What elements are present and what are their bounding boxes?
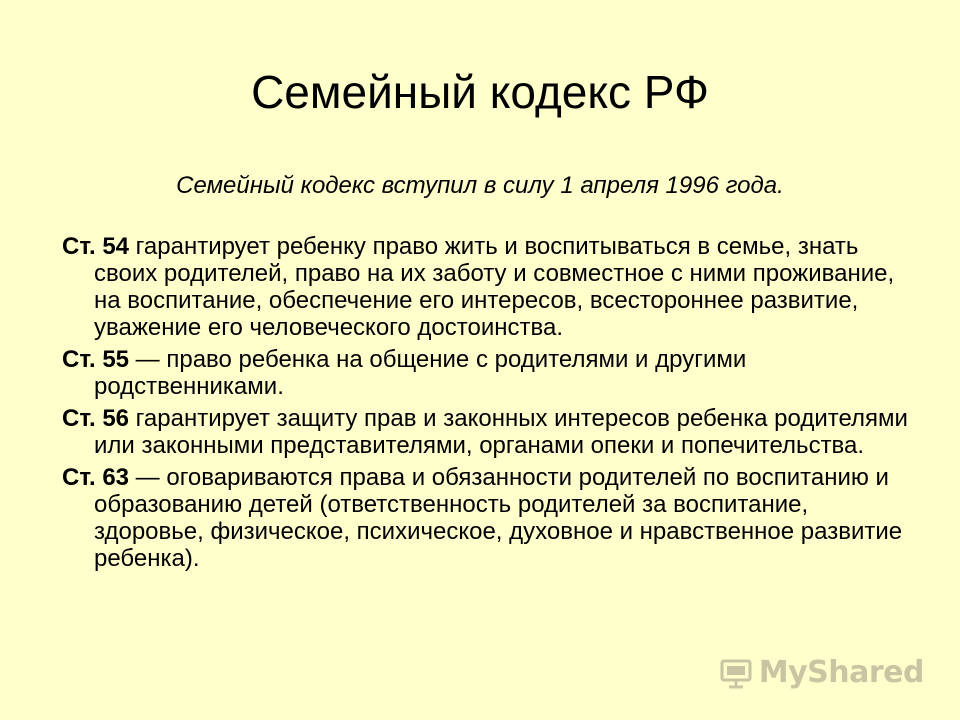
article-ref: Ст. 54 <box>62 233 130 260</box>
list-item <box>62 233 912 341</box>
article-text: гарантирует защиту прав и законных интересов ребенка родителями или законными представителями, органами опеки и попечительства. <box>94 405 908 459</box>
article-ref: Ст. 56 <box>62 405 130 432</box>
watermark-text: MyShared <box>758 655 924 690</box>
article-text: — оговариваются права и обязанности родителей по воспитанию и образованию детей (ответственность родителей за воспитание, здоровье, физическое, психическое, духовное и нравственное развитие ребенка). <box>94 464 903 572</box>
presentation-board-icon <box>719 656 753 690</box>
article-text: — право ребенка на общение с родителями и другими родственниками. <box>94 346 747 400</box>
slide-title: Семейный кодекс РФ <box>251 66 709 118</box>
article-list <box>62 233 912 577</box>
list-item <box>62 346 912 400</box>
article-ref: Ст. 55 <box>62 346 130 373</box>
article-ref: Ст. 63 <box>62 464 130 491</box>
watermark-logo <box>719 655 924 690</box>
list-item <box>62 464 912 572</box>
list-item <box>62 405 912 459</box>
slide-subtitle: Семейный кодекс вступил в силу 1 апреля 1996 года. <box>176 172 784 199</box>
article-text: гарантирует ребенку право жить и воспитываться в семье, знать своих родителей, право на их заботу и совместное с ними проживание, на воспитание, обеспечение его интересов, всестороннее развитие, уважение его человеческого достоинства. <box>94 233 895 341</box>
